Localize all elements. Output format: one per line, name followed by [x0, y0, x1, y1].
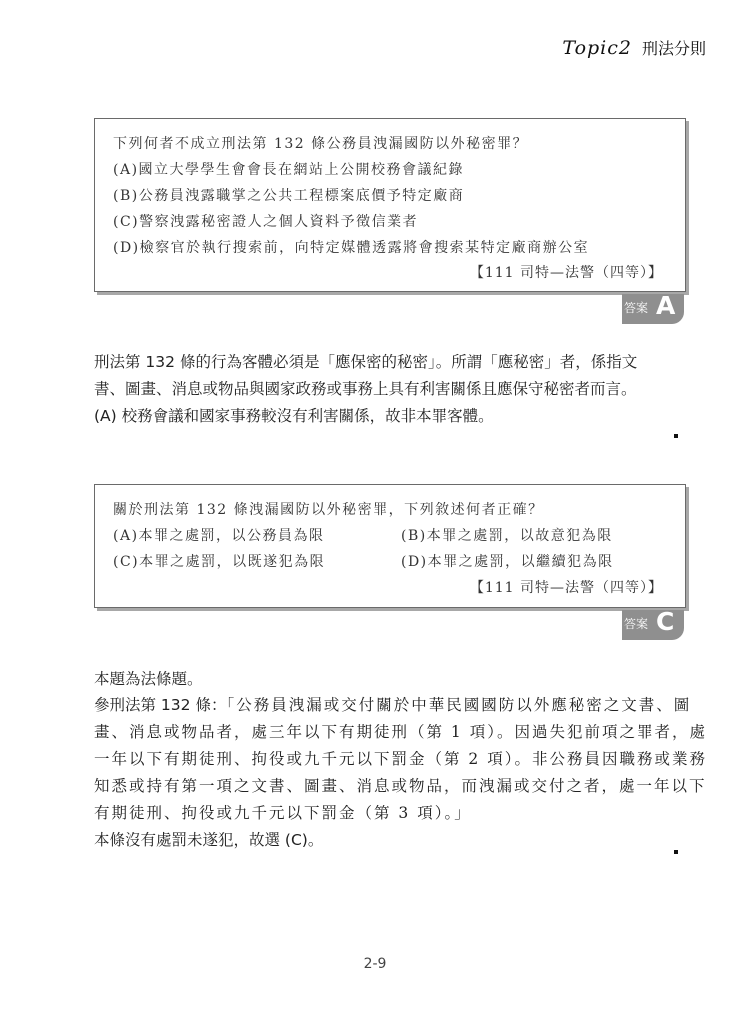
- law-text: 「公務員洩漏或交付關於中華民國國防以外應秘密之文書、圖: [226, 696, 692, 714]
- explanation-line: 書、圖畫、消息或物品與國家政務或事務上具有利害關係且應保守秘密者而言。: [94, 380, 637, 398]
- explanation-line: 刑法第 132 條的行為客體必須是「應保密的秘密」。所謂「應秘密」者，係指文: [94, 353, 638, 371]
- answer-badge-2: [622, 607, 684, 640]
- topic-logo: Topic2: [562, 36, 632, 59]
- answer-letter: C: [656, 607, 675, 636]
- option-d: (D)檢察官於執行搜索前，向特定媒體透露將會搜索某特定廠商辦公室: [113, 240, 590, 256]
- option-a: (A)本罪之處罰，以公務員為限: [113, 528, 325, 544]
- law-citation: [94, 693, 691, 715]
- answer-label: 答案: [624, 617, 649, 631]
- end-marker: [674, 850, 678, 854]
- option-a: (A)國立大學學生會會長在網站上公開校務會議紀錄: [113, 162, 465, 178]
- option-b: (B)本罪之處罰，以故意犯為限: [401, 528, 613, 544]
- option-c: (C)本罪之處罰，以既遂犯為限: [113, 554, 326, 570]
- question-stem: 下列何者不成立刑法第 132 條公務員洩漏國防以外秘密罪？: [113, 136, 529, 152]
- option-b: (B)公務員洩露職掌之公共工程標案底價予特定廠商: [113, 188, 465, 204]
- option-c: (C)警察洩露秘密證人之個人資料予徵信業者: [113, 214, 419, 230]
- page-number: 2-9: [363, 956, 387, 972]
- question-source: 【111 司特—法警（四等）】: [469, 580, 663, 596]
- chapter-title: 刑法分則: [641, 39, 706, 58]
- explanation-line: (A) 校務會議和國家事務較沒有利害關係，故非本罪客體。: [94, 407, 494, 425]
- law-text: 一年以下有期徒刑、拘役或九千元以下罰金（第 2 項）。非公務員因職務或業務: [94, 750, 707, 768]
- law-text: 知悉或持有第一項之文書、圖畫、消息或物品，而洩漏或交付之者，處一年以下: [94, 777, 707, 795]
- option-d: (D)本罪之處罰，以繼續犯為限: [401, 554, 614, 570]
- answer-letter: A: [656, 291, 676, 320]
- explanation-conclusion: 本條沒有處罰未遂犯，故選 (C)。: [94, 831, 324, 849]
- explanation-intro: 本題為法條題。: [94, 670, 203, 688]
- end-marker: [674, 434, 678, 438]
- question-source: 【111 司特—法警（四等）】: [469, 265, 663, 281]
- question-box-1: [94, 118, 686, 292]
- running-header: [562, 36, 706, 59]
- question-stem: 關於刑法第 132 條洩漏國防以外秘密罪，下列敘述何者正確？: [113, 502, 544, 518]
- answer-badge-1: [622, 291, 684, 324]
- question-box-2: [94, 484, 686, 608]
- law-text: 有期徒刑、拘役或九千元以下罰金（第 3 項）。」: [94, 804, 472, 822]
- law-lead: 參刑法第 132 條：: [94, 696, 227, 714]
- answer-label: 答案: [624, 301, 649, 315]
- law-text: 畫、消息或物品者，處三年以下有期徒刑（第 1 項）。因過失犯前項之罪者，處: [94, 723, 707, 741]
